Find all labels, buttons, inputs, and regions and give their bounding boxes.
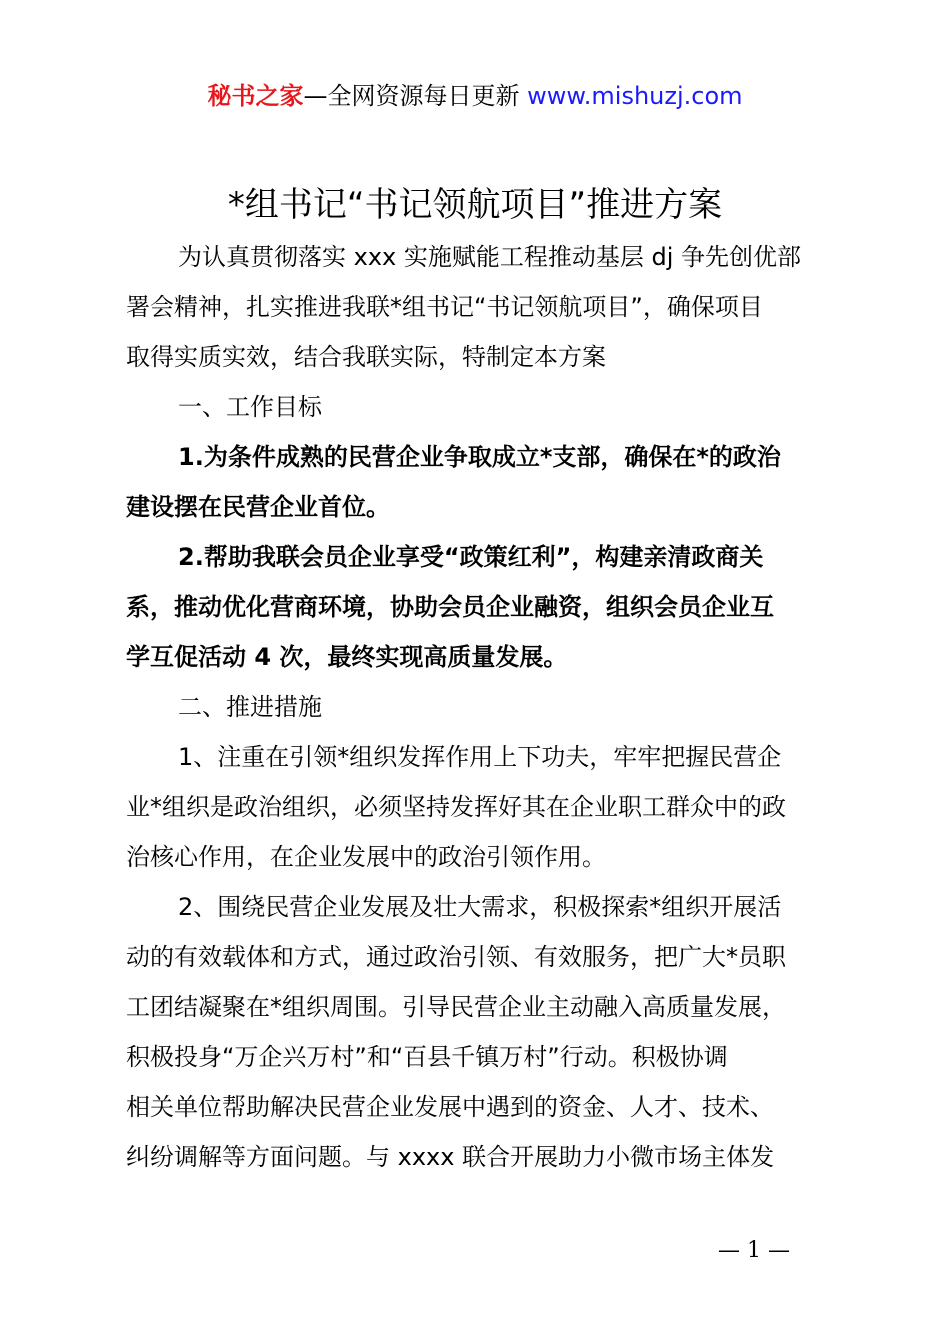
text-line: 建设摆在民营企业首位。 (126, 493, 390, 521)
text-line: 取得实质实效，结合我联实际，特制定本方案 (126, 343, 606, 371)
header-tagline: —全网资源每日更新 (303, 82, 520, 110)
page-number: — 1 — (718, 1238, 790, 1263)
text-line: 相关单位帮助解决民营企业发展中遇到的资金、人才、技术、 (126, 1093, 774, 1121)
site-url-link[interactable]: www.mishuzj.com (527, 82, 743, 110)
text-line: 为认真贯彻落实 xxx 实施赋能工程推动基层 dj 争先创优部 (178, 243, 802, 271)
measure-item-2 (126, 882, 836, 1182)
goal-item-2 (126, 532, 836, 682)
goal-item-1 (126, 432, 836, 532)
text-line: 系，推动优化营商环境，协助会员企业融资，组织会员企业互 (126, 593, 774, 621)
text-line: 一、工作目标 (178, 393, 322, 421)
text-line: 学互促活动 4 次，最终实现高质量发展。 (126, 643, 568, 671)
text-line: 2、围绕民营企业发展及壮大需求，积极探索*组织开展活 (178, 893, 782, 921)
site-header (0, 80, 950, 112)
text-line: 治核心作用，在企业发展中的政治引领作用。 (126, 843, 606, 871)
measure-item-1 (126, 732, 836, 882)
text-line: 1.为条件成熟的民营企业争取成立*支部，确保在*的政治 (178, 443, 781, 471)
document-title: *组书记“书记领航项目”推进方案 (227, 185, 723, 225)
brand-name: 秘书之家 (207, 82, 304, 110)
text-line: 积极投身“万企兴万村”和“百县千镇万村”行动。积极协调 (126, 1043, 728, 1071)
text-line: 纠纷调解等方面问题。与 xxxx 联合开展助力小微市场主体发 (126, 1143, 775, 1171)
text-line: 业*组织是政治组织，必须坚持发挥好其在企业职工群众中的政 (126, 793, 786, 821)
text-line: 工团结凝聚在*组织周围。引导民营企业主动融入高质量发展， (126, 993, 786, 1021)
text-line: 动的有效载体和方式，通过政治引领、有效服务，把广大*员职 (126, 943, 786, 971)
text-line: 二、推进措施 (178, 693, 322, 721)
section-heading-measures (126, 682, 836, 732)
text-line: 2.帮助我联会员企业享受“政策红利”，构建亲清政商关 (178, 543, 764, 571)
text-line: 署会精神，扎实推进我联*组书记“书记领航项目”，确保项目 (126, 293, 763, 321)
text-line: 1、注重在引领*组织发挥作用上下功夫，牢牢把握民营企 (178, 743, 782, 771)
paragraph-intro (126, 232, 836, 382)
section-heading-goals (126, 382, 836, 432)
document-body (126, 232, 836, 1182)
